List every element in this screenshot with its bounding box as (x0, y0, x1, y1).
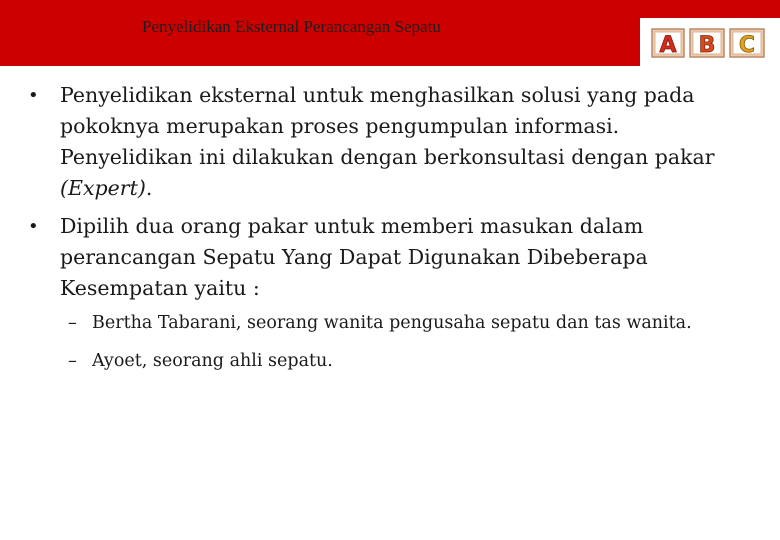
sub-bullet-dash-icon: – (68, 313, 77, 333)
logo-letter-c: C (738, 33, 756, 58)
sub-bullet-dash-icon: – (68, 351, 77, 371)
bullet-item (28, 211, 748, 304)
sub-bullet-text: Ayoet, seorang ahli sepatu. (92, 351, 333, 371)
bullet-dot-icon: • (28, 216, 39, 237)
slide-body (28, 80, 748, 387)
slide-title: Penyelidikan Eksternal Perancangan Sepatu (142, 17, 441, 36)
abc-blocks-icon (650, 26, 770, 60)
sub-bullet-text: Bertha Tabarani, seorang wanita pengusaha sepatu dan tas wanita. (92, 313, 692, 333)
abc-logo (640, 18, 780, 66)
logo-letter-b: B (698, 33, 716, 58)
bullet-dot-icon: • (28, 85, 39, 106)
bullet-text: Penyelidikan eksternal untuk menghasilkan solusi yang pada pokoknya merupakan proses pengumpulan informasi. Penyelidikan ini dilakukan dengan berkonsultasi dengan pakar (Expert). (60, 83, 715, 200)
bullet-text: Dipilih dua orang pakar untuk memberi masukan dalam perancangan Sepatu Yang Dapat Digunakan Dibeberapa Kesempatan yaitu : (60, 214, 648, 300)
sub-bullet-item (68, 311, 748, 335)
logo-letter-a: A (659, 33, 677, 58)
sub-bullet-item (68, 349, 748, 373)
bullet-item (28, 80, 748, 204)
